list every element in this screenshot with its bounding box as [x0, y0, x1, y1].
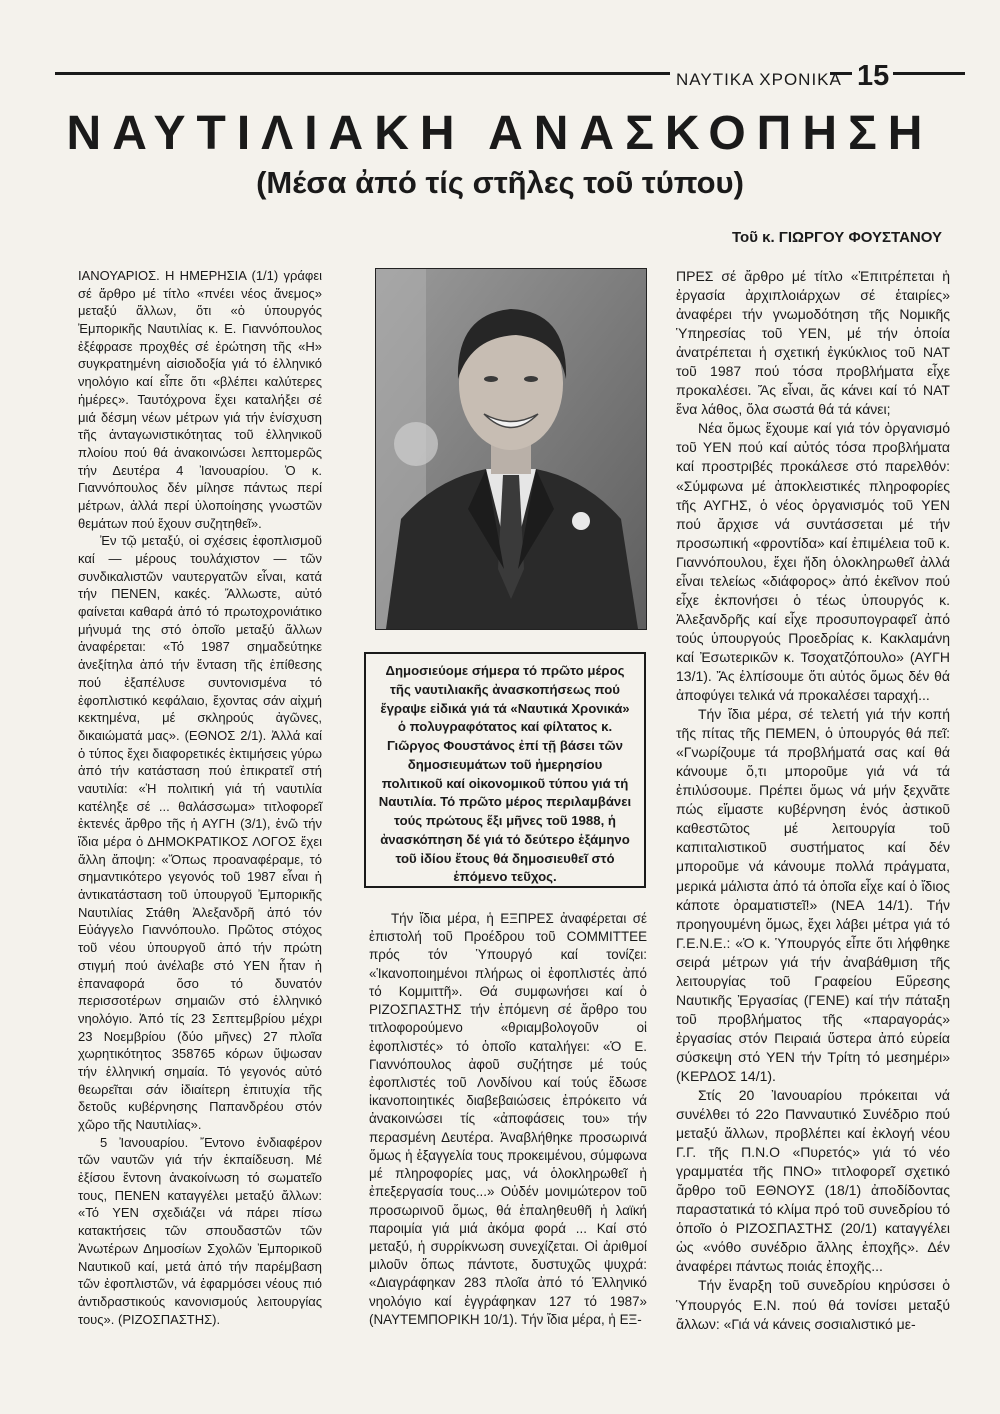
article-subtitle: (Μέσα ἀπό τίς στῆλες τοῦ τύπου): [256, 165, 744, 200]
author-photo: [375, 268, 647, 630]
column-2: [369, 910, 647, 1329]
editor-note-box: [364, 652, 646, 888]
running-title: ΝΑΥΤΙΚΑ ΧΡΟΝΙΚΑ: [676, 70, 842, 89]
article-title: ΝΑΥΤΙΛΙΑΚΗ ΑΝΑΣΚΟΠΗΣΗ: [66, 107, 934, 160]
page-number: 15: [857, 60, 890, 92]
header-rule-right: [893, 72, 965, 75]
paragraph: ΙΑΝΟΥΑΡΙΟΣ. Η ΗΜΕΡΗΣΙΑ (1/1) γράφει σέ ἄρθρο μέ τίτλο «πνέει νέος ἄνεμος» μεταξύ ἄλλων, ὅτι «ὁ ὑπουργός Ἐμπορικῆς Ναυτιλίας κ. Ε. Γιαννόπουλος ἐξέφρασε προχθές σέ ἐρώτηση τῆς «Η» συγκρατημένη αἰσιοδοξία γιά τό ἑλληνικό νηολόγιο καί εἶπε ὅτι «βλέπει καλύτερες ἡμέρες». Ταυτόχρονα ἔχει καταλήξει σέ μιά δέσμη νέων μέτρων γιά τήν ἐνίσχυση τῆς ἀνταγωνιστικότητας τοῦ ἑλληνικοῦ πλοίου πού θά ἀνακοινώσει λεπτομερῶς τήν Δευτέρα 4 Ἰανουαρίου. Ὁ κ. Γιαννόπουλος δέν μίλησε πάντως περί μέτρων, ἀλλά περί ὑλοποίησης γνωστῶν θεμάτων πού ἔχουν συζητηθεῖ».: [78, 268, 322, 531]
header-rule-left: [55, 72, 670, 75]
column-1: [78, 267, 322, 1328]
paragraph: Στίς 20 Ἰανουαρίου πρόκειται νά συνέλθει τό 22ο Πανναυτικό Συνέδριο πού μεταξύ ἄλλων, προβλέπει καί ἐκλογή νέου Γ.Γ. τῆς Π.Ν.Ο «Πυρετός» γιά τό νέο γραμματέα τῆς ΠΝΟ» τιτλοφορεῖ σχετικό ἄρθρο τοῦ ΕΘΝΟΥΣ (18/1) ἀποδίδοντας παραστατικά τό κλίμα πρό τοῦ συνεδρίου τό ὁποῖο ὁ ΡΙΖΟΣΠΑΣΤΗΣ (20/1) καταγγέλει ὡς «νόθο συνέδριο ἄλλης ἐποχῆς». Δέν ἀναφέρει πάντως ποιάς ἐποχῆς...: [676, 1087, 950, 1275]
portrait-illustration: [376, 269, 646, 629]
paragraph: Τήν ἔναρξη τοῦ συνεδρίου κηρύσσει ὁ Ὑπουργός Ε.Ν. πού θά τονίσει μεταξύ ἄλλων: «Γιά νά κάνεις σοσιαλιστικό με-: [676, 1277, 950, 1332]
paragraph: Ἐν τῷ μεταξύ, οἱ σχέσεις ἐφοπλισμοῦ καί — μέρους τουλάχιστον — τῶν συνδικαλιστῶν ναυτεργατῶν εἶναι, κατά τήν ΠΕΝΕΝ, κακές. Ἄλλωστε, αὐτό φαίνεται καθαρά ἀπό τό πρωτοχρονιάτικο μήνυμά της στό ὁποῖο μεταξύ ἄλλων ἀναφέρεται: «Τό 1987 σημαδεύτηκε ἀνεξίτηλα ἀπό τήν ἔνταση τῆς ἐπίθεσης πού ἐξαπέλυσε συντονισμένα τό ἐφοπλιστικό κεφάλαιο, ἔχοντας σάν αἰχμή κεκτημένα, μέ σκληρούς ἀγῶνες, δικαιώματά μας». (ΕΘΝΟΣ 2/1). Ἀλλά καί ὁ τύπος ἔχει διαφορετικές ἐκτιμήσεις γύρω ἀπό τήν κατάσταση πού ἐπικρατεῖ στή ναυτιλία: «Ἡ πολιτική γιά τή ναυτιλία κατέληξε σέ ... θαλάσσωμα» τιτλοφορεῖ ἐκτενές ἄρθρο τῆς ἡ ΑΥΓΗ (3/1), ἐνῶ τήν ἴδια μέρα ὁ ΔΗΜΟΚΡΑΤΙΚΟΣ ΛΟΓΟΣ ἔχει ἄλλη ἄποψη: «Ὅπως προαναφέραμε, τό σημαντικότερο γεγονός τοῦ 1987 εἶναι ἡ ἀντικατάσταση τοῦ ὑπουργοῦ Ἐμπορικῆς Ναυτιλίας Στάθη Ἀλεξανδρῆ ἀπό τόν Εὐάγγελο Γιαννόπουλο. Πρῶτος στόχος τοῦ νέου ὑπουργοῦ ἀπό τήν πρώτη στιγμή πού ἀνέλαβε στό ΥΕΝ ἦταν ἡ ἐπαναφορά ὅσο τό δυνατόν περισσοτέρων σημαιῶν στό ἑλληνικό νηολόγιο. Ἀπό τίς 23 Σεπτεμβρίου μέχρι 23 Νοεμβρίου (δύο μῆνες) 27 πλοῖα χωρητικότητος 358765 κόρων ὕψωσαν τήν ἑλληνική σημαία. Τό γεγονός αὐτό θεωρεῖται σάν ἰδιαίτερη ἐπιτυχία τῆς δετοῦς κυβέρνησης Παπανδρέου στόν χῶρο τῆς Ναυτιλίας».: [78, 533, 322, 1132]
paragraph: Νέα ὅμως ἔχουμε καί γιά τόν ὀργανισμό τοῦ ΥΕΝ πού καί αὐτός τόσα προβλήματα καί προστριβές προκάλεσε στό παρελθόν: «Σύμφωνα μέ ἀποκλειστικές πληροφορίες τῆς ΑΥΓΗΣ, ὁ νέος ὀργανισμός τοῦ ΥΕΝ πού ἄρχισε νά συντάσσεται μέ τήν προσωπική «φροντίδα» καί ἐπιμέλεια τοῦ κ. Γιαννόπουλου, ἔχει ἤδη ὁλοκληρωθεῖ ἀλλά εἶναι τελείως «διάφορος» ἀπό ἐκεῖνον πού εἶχε ἐκπονήσει ὁ τέως ὑπουργός κ. Ἀλεξανδρῆς καί εἶχε προσυπογραφεῖ ἀπό τούς ὑπουργούς Προεδρίας κ. Κακλαμάνη καί Ἐσωτερικῶν κ. Τσοχατζόπουλο» (ΑΥΓΗ 13/1). Ἄς ἐλπίσουμε ὅτι αὐτός ὅμως δέν θά ἀποφύγει τελικά νά προκαλέσει ταραχή...: [676, 420, 950, 704]
paragraph: Τήν ἴδια μέρα, ἡ ΕΞΠΡΕΣ ἀναφέρεται σέ ἐπιστολή τοῦ Προέδρου τοῦ COMMITTEE πρός τόν Ὑπουργό καί τονίζει: «Ἱκανοποιημένοι πλήρως οἱ ἐφοπλιστές ἀπό τό Κομμιττῆ». Θά συμφωνήσει καί ὁ ΡΙΖΟΣΠΑΣΤΗΣ τήν ἑπόμενη σέ ἄρθρο του τιτλοφορούμενο «θριαμβολογοῦν οἱ ἐφοπλιστές» τό ὁποῖο καταλήγει: «Ὁ Ε. Γιαννόπουλος ἀφοῦ συζήτησε μέ τούς ἐφοπλιστές τοῦ Λονδίνου καί τούς ἔδωσε ἱκανοποιητικές διαβεβαιώσεις ἐπρόκειτο νά ἀνακοινώσει τίς «ἀποφάσεις του» τήν περασμένη Δευτέρα. Ἀναβλήθηκε προσωρινά ὅμως ἡ ἐξαγγελία τους προκειμένου, σύμφωνα μέ πληροφορίες μας, νά ὁλοκληρωθεῖ ἡ ἐπεξεργασία τους...» Οὐδέν μονιμώτερον τοῦ προσωρινοῦ ὅμως, θά ἐπαληθευθῆ ἡ λαϊκή παροιμία γιά μιά ἀκόμα φορά ... Καί στό μεταξύ, ἡ συρρίκνωση συνεχίζεται. Οἱ ἀριθμοί μιλοῦν ὅπως πάντοτε, δυστυχῶς ψυχρά: «Διαγράφηκαν 283 πλοῖα ἀπό τό Ἑλληνικό νηολόγιο καί ἐγγράφηκαν 127 τό 1987» (ΝΑΥΤΕΜΠΟΡΙΚΗ 10/1). Τήν ἴδια μέρα, ἡ ΕΞ-: [369, 911, 647, 1327]
editor-note-text: Δημοσιεύομε σήμερα τό πρῶτο μέρος τῆς ναυτιλιακῆς ἀνασκοπήσεως πού ἔγραψε εἰδικά γιά τά «Ναυτικά Χρονικά» ὁ πολυγραφότατος καί φίλτατος κ. Γιῶργος Φουστάνος ἐπί τῇ βάσει τῶν δημοσιευμάτων τοῦ ἡμερησίου πολιτικοῦ καί οἰκονομικοῦ τύπου γιά τή Ναυτιλία. Τό πρῶτο μέρος περιλαμβάνει τούς πρώτους ἕξι μῆνες τοῦ 1988, ἡ ἀνασκόπηση δέ γιά τό δεύτερο ἑξάμηνο τοῦ ἰδίου ἔτους θά δημοσιευθεῖ στό ἑπόμενο τεῦχος.: [378, 663, 632, 885]
column-3: [676, 267, 950, 1334]
paragraph: Τήν ἴδια μέρα, σέ τελετή γιά τήν κοπή τῆς πίτας τῆς ΠΕΜΕΝ, ὁ ὑπουργός θά πεῖ: «Γνωρίζουμε τά προβλήματά σας καί θά κάνουμε ὅ,τι μποροῦμε γιά νά τά ἐπιλύσουμε. Πρέπει ὅμως νά μήν ξεχνᾶτε πώς εἴμαστε κυβέρνηση ἑνός ἀστικοῦ καθεστῶτος μέ λειτουργία τοῦ καπιταλιστικοῦ συστήματος καί δέν μποροῦμε νά κάνουμε πολλά πράγματα, μερικά μάλιστα ἀπό τά ὁποῖα εἶχε καί ὁ ἴδιος κάποτε ὁραματιστεῖ!» (ΝΕΑ 14/1). Τήν προηγουμένη ὅμως, ἔχει λάβει μέτρα γιά τό Γ.Ε.Ν.Ε.: «Ὁ κ. Ὑπουργός εἶπε ὅτι λήφθηκε σειρά μέτρων γιά τήν ἀναβάθμιση τῆς λειτουργίας τοῦ Γραφείου Εὕρεσης Ναυτικῆς Ἐργασίας (ΓΕΝΕ) καί τήν πάταξη τοῦ προβλήματος τῆς «παραγοράς» ἐργασίας στόν Πειραιά ὕστερα ἀπό εὐρεία σύσκεψη στό ΥΕΝ τήν Τρίτη τό μεσημέρι» (ΚΕΡΔΟΣ 14/1).: [676, 706, 950, 1084]
byline: Τοῦ κ. ΓΙΩΡΓΟΥ ΦΟΥΣΤΑΝΟΥ: [732, 229, 942, 246]
paragraph: 5 Ἰανουαρίου. Ἔντονο ἐνδιαφέρον τῶν ναυτῶν γιά τήν ἐκπαίδευση. Μέ ἐξίσου ἔντονη ἀνακοίνωση τό σωματεῖο τους, ΠΕΝΕΝ καταγγέλει μεταξύ ἄλλων: «Τό ΥΕΝ σχεδιάζει νά πάρει πίσω κατακτήσεις τῶν σπουδαστῶν τῶν Ἀνωτέρων Δημοσίων Σχολῶν Ἐμπορικοῦ Ναυτικοῦ καί, μετά ἀπό τήν παρέμβαση τῶν ἐφοπλιστῶν, νά ἐφαρμόσει νέους πιό ἀντιδραστικούς κανονισμούς λειτουργίας τους». (ΡΙΖΟΣΠΑΣΤΗΣ).: [78, 1134, 322, 1327]
paragraph: ΠΡΕΣ σέ ἄρθρο μέ τίτλο «Ἐπιτρέπεται ἡ ἐργασία ἀρχιπλοιάρχων σέ ἑταιρίες» ἀναφέρει τήν γνωμοδότηση τῆς Νομικῆς Ὑπηρεσίας τοῦ ΥΕΝ, μέ τήν ὁποία ἀνατρέπεται ἡ σχετική ἐγκύκλιος τοῦ ΝΑΤ τοῦ 1987 πού τόσα προβλήματα εἶχε προκαλέσει. Ἄς εἶναι, ἄς κάνει καί τό ΝΑΤ ἕνα λάθος, ὅλα σωστά θά τά κάνει;: [676, 268, 950, 418]
